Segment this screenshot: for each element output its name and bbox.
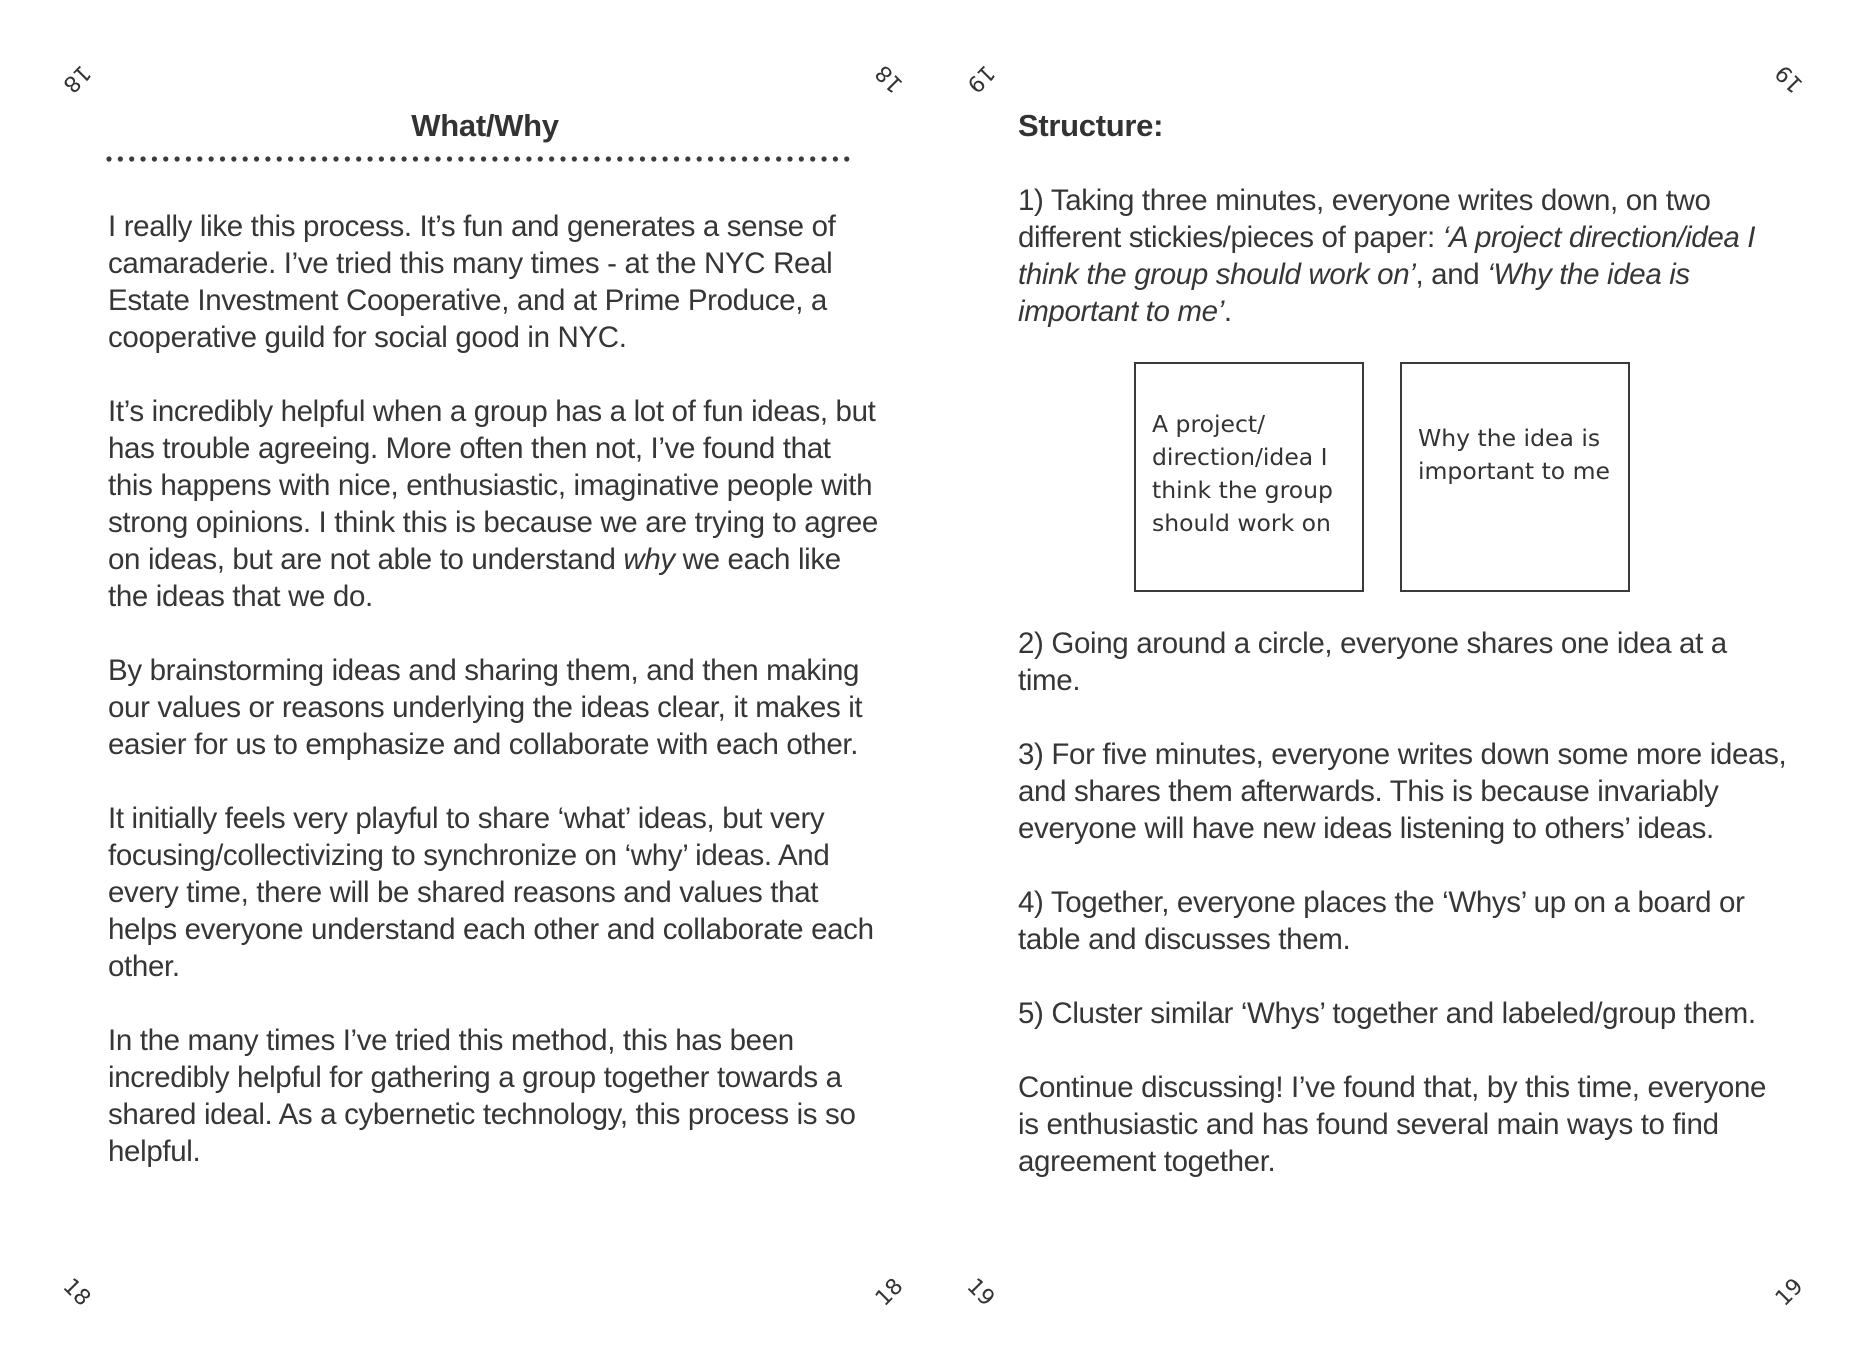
divider-dot (663, 156, 668, 161)
divider-dot (140, 156, 145, 161)
divider-dot (175, 156, 180, 161)
paragraph: I really like this process. It’s fun and generates a sense of camaraderie. I’ve tried this many times - at the NYC Real Estate Investment Cooperative, and at Prime Produce, a cooperative guild for social good in NYC. (108, 210, 836, 354)
step-item: 5) Cluster similar ‘Whys’ together and labeled/group them. (1018, 997, 1756, 1030)
page-number-top-right-inner: 19 (961, 59, 1000, 98)
sticky-note-what (1134, 362, 1364, 592)
paragraph-text: we each like the ideas that we do. (108, 543, 841, 613)
left-body (108, 208, 878, 1170)
divider-dot (356, 156, 361, 161)
page-number-top-right: 19 (1770, 59, 1809, 98)
step-item: 3) For five minutes, everyone writes down some more ideas, and shares them afterwards. This is because invariably everyone will have new ideas listening to others’ ideas. (1018, 738, 1787, 845)
divider-dot (243, 156, 248, 161)
step-text: . (1223, 295, 1232, 328)
page-number-top-left-inner: 18 (870, 59, 909, 98)
page-title: What/Why (411, 108, 559, 143)
divider-dot (447, 156, 452, 161)
divider-dot (311, 156, 316, 161)
divider-dot (299, 156, 304, 161)
paragraph: By brainstorming ideas and sharing them, and then making our values or reasons underlying the ideas clear, it makes it easier for us to emphasize and collaborate with each other. (108, 654, 863, 761)
sticky-note-why (1400, 362, 1630, 592)
steps-list (1018, 625, 1788, 1180)
divider-dot (515, 156, 520, 161)
divider-dot (606, 156, 611, 161)
divider-dot (458, 156, 463, 161)
divider-dot (492, 156, 497, 161)
divider-dot (697, 156, 702, 161)
divider-dot (640, 156, 645, 161)
divider-dot (413, 156, 418, 161)
paragraph: In the many times I’ve tried this method, this has been incredibly helpful for gathering a group together towards a shared ideal. As a cybernetic technology, this process is so helpful. (108, 1024, 856, 1168)
dotted-divider (106, 155, 860, 163)
divider-dot (333, 156, 338, 161)
divider-dot (481, 156, 486, 161)
page-number-bottom-left-inner: 18 (870, 1273, 909, 1312)
divider-dot (209, 156, 214, 161)
sticky-note-text: Why the idea is important to me (1418, 424, 1610, 485)
divider-dot (719, 156, 724, 161)
page-number-bottom-left: 18 (57, 1273, 96, 1312)
emphasis-text: ‘Why the idea is important to me’ (1018, 258, 1690, 328)
step-text: , and (1415, 258, 1488, 291)
divider-dot (651, 156, 656, 161)
divider-dot (197, 156, 202, 161)
page-number-bottom-right-inner: 19 (961, 1273, 1000, 1312)
divider-dot (765, 156, 770, 161)
step-item: 4) Together, everyone places the ‘Whys’ up on a board or table and discusses them. (1018, 886, 1745, 956)
section-heading: Structure: (1018, 108, 1164, 143)
closing-paragraph: Continue discussing! I’ve found that, by this time, everyone is enthusiastic and has found several main ways to find agreement together. (1018, 1071, 1767, 1178)
divider-dot (810, 156, 815, 161)
divider-dot (833, 156, 838, 161)
divider-dot (345, 156, 350, 161)
divider-dot (674, 156, 679, 161)
divider-dot (129, 156, 134, 161)
divider-dot (526, 156, 531, 161)
divider-dot (538, 156, 543, 161)
step-1 (1018, 182, 1788, 330)
paragraph (1018, 182, 1788, 330)
divider-dot (265, 156, 270, 161)
divider-dot (424, 156, 429, 161)
divider-dot (436, 156, 441, 161)
divider-dot (220, 156, 225, 161)
divider-dot (186, 156, 191, 161)
emphasis-text: why (623, 543, 675, 576)
divider-dot (753, 156, 758, 161)
page-number-top-left: 18 (57, 59, 96, 98)
divider-dot (708, 156, 713, 161)
divider-dot (402, 156, 407, 161)
divider-dot (163, 156, 168, 161)
divider-dot (629, 156, 634, 161)
divider-dot (617, 156, 622, 161)
page-number-bottom-right: 19 (1770, 1273, 1809, 1312)
divider-dot (379, 156, 384, 161)
divider-dot (583, 156, 588, 161)
divider-dot (776, 156, 781, 161)
divider-dot (821, 156, 826, 161)
divider-dot (231, 156, 236, 161)
divider-dot (560, 156, 565, 161)
sticky-note-text: A project/ direction/idea I think the group should work on (1152, 410, 1333, 537)
divider-dot (844, 156, 849, 161)
divider-dot (594, 156, 599, 161)
emphasis-text: ‘A project direction/idea I think the group should work on’ (1018, 221, 1756, 291)
divider-dot (390, 156, 395, 161)
paragraph: It initially feels very playful to share ‘what’ ideas, but very focusing/collectivizing to synchronize on ‘why’ ideas. And every time, there will be shared reasons and values that helps everyone understand each other and collaborate each other. (108, 802, 874, 983)
divider-dot (470, 156, 475, 161)
divider-dot (367, 156, 372, 161)
paragraph-text: It’s incredibly helpful when a group has a lot of fun ideas, but has trouble agreeing. More often then not, I’ve found that this happens with nice, enthusiastic, imaginative people with strong opinions. I think this is because we are trying to agree on ideas, but are not able to understand (108, 395, 878, 576)
divider-dot (787, 156, 792, 161)
paragraph (108, 393, 878, 615)
divider-dot (277, 156, 282, 161)
divider-dot (549, 156, 554, 161)
divider-dot (288, 156, 293, 161)
divider-dot (504, 156, 509, 161)
step-text: 1) Taking three minutes, everyone writes down, on two different stickies/pieces of paper: (1018, 184, 1711, 254)
divider-dot (152, 156, 157, 161)
divider-dot (106, 156, 111, 161)
divider-dot (685, 156, 690, 161)
divider-dot (742, 156, 747, 161)
step-item: 2) Going around a circle, everyone shares one idea at a time. (1018, 627, 1727, 697)
divider-dot (118, 156, 123, 161)
divider-dot (799, 156, 804, 161)
divider-dot (322, 156, 327, 161)
divider-dot (254, 156, 259, 161)
divider-dot (731, 156, 736, 161)
divider-dot (572, 156, 577, 161)
